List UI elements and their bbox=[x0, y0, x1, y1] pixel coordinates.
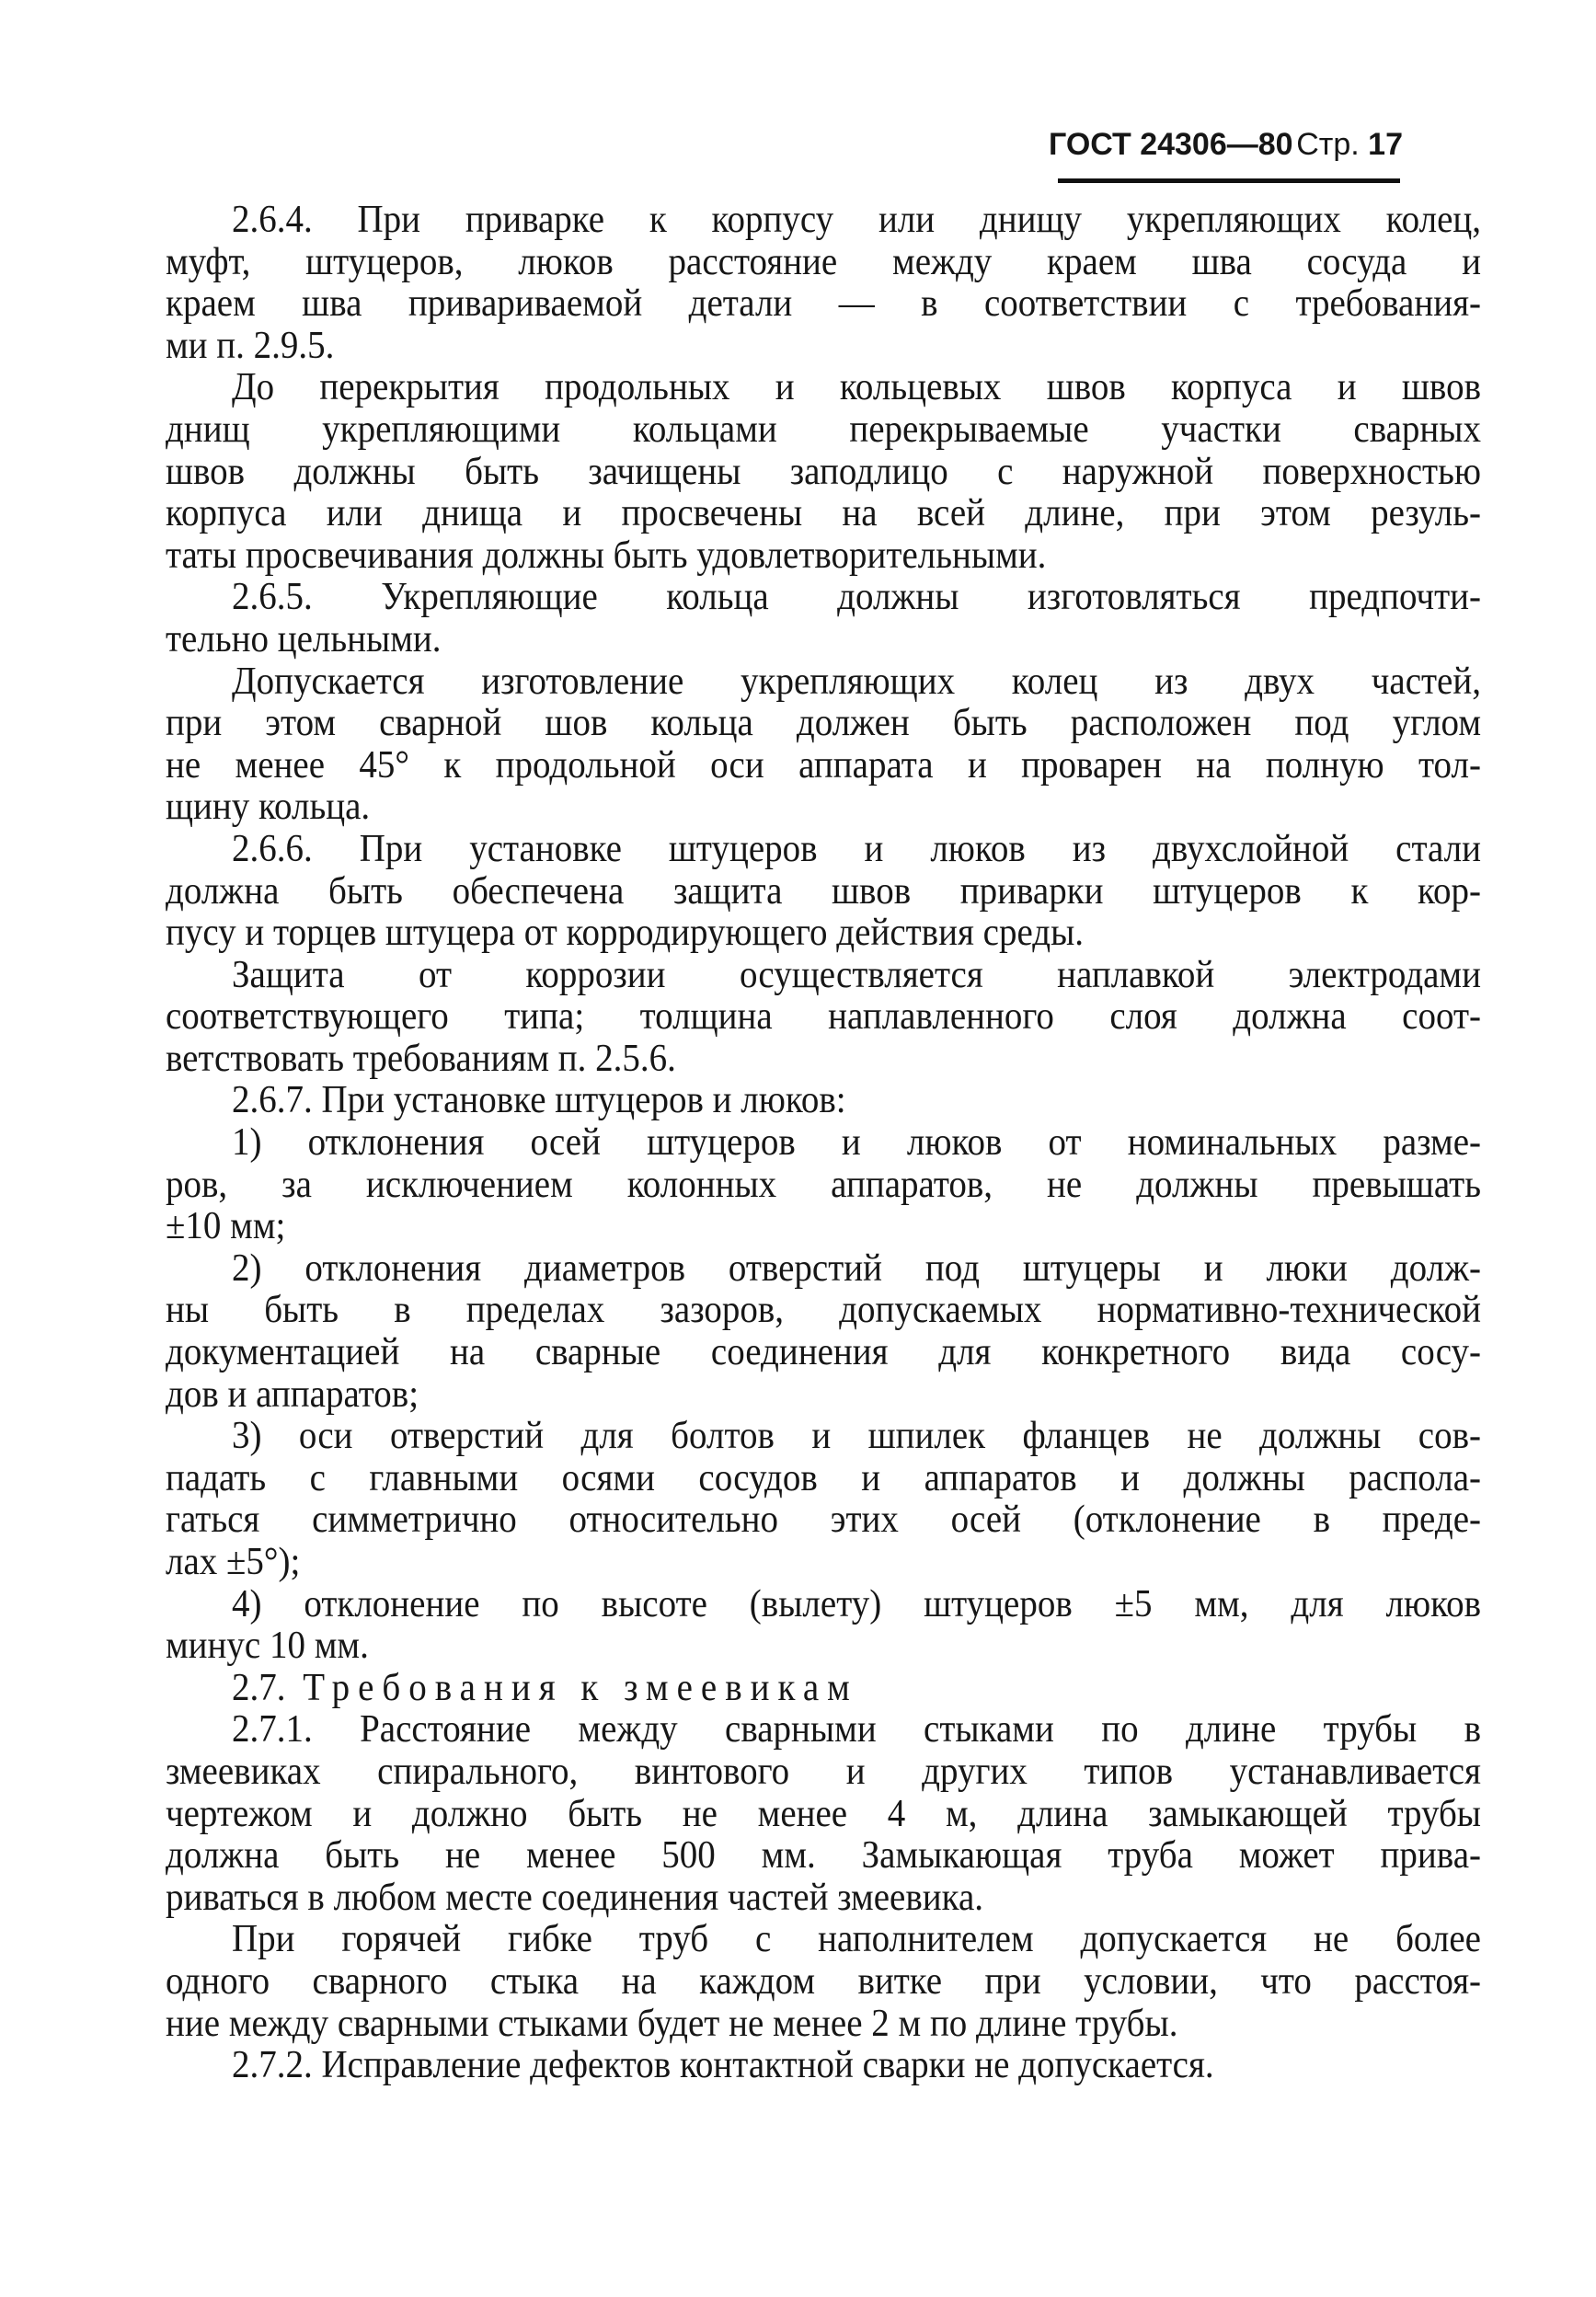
standard-number: ГОСТ 24306—80 bbox=[1049, 127, 1293, 162]
document-body bbox=[166, 199, 1481, 2086]
paragraph bbox=[166, 1121, 1481, 1247]
paragraph bbox=[166, 2044, 1481, 2086]
text-line: ветствовать требованиям п. 2.5.6. bbox=[166, 1037, 676, 1080]
paragraph bbox=[166, 1708, 1481, 1918]
paragraph bbox=[166, 1247, 1481, 1415]
text-line: при этом сварной шов кольца должен быть расположен под углом bbox=[166, 701, 1481, 744]
paragraph bbox=[166, 1918, 1481, 2044]
text-line: 2) отклонения диаметров отверстий под штуцеры и люки долж- bbox=[232, 1246, 1481, 1290]
section-heading bbox=[166, 1667, 1481, 1709]
page-header bbox=[1049, 127, 1403, 163]
text-line: 2.6.5. Укрепляющие кольца должны изготовляться предпочти- bbox=[232, 575, 1481, 619]
text-line: днищ укрепляющими кольцами перекрываемые участки сварных bbox=[166, 408, 1481, 451]
header-rule bbox=[1058, 178, 1400, 183]
text-line: дов и аппаратов; bbox=[166, 1372, 419, 1416]
text-line: 2.6.4. При приварке к корпусу или днищу укрепляющих колец, bbox=[232, 198, 1481, 241]
page-label: Стр. bbox=[1296, 127, 1360, 162]
paragraph bbox=[166, 199, 1481, 366]
text-line: риваться в любом месте соединения частей змеевика. bbox=[166, 1876, 984, 1919]
text-line: 1) отклонения осей штуцеров и люков от номинальных разме- bbox=[232, 1120, 1481, 1164]
text-line: падать с главными осями сосудов и аппаратов и должны распола- bbox=[166, 1456, 1481, 1499]
text-line: таты просвечивания должны быть удовлетворительными. bbox=[166, 534, 1047, 577]
text-line: чертежом и должно быть не менее 4 м, длина замыкающей трубы bbox=[166, 1791, 1481, 1835]
text-line bbox=[166, 1665, 1481, 1710]
text-line: ны быть в пределах зазоров, допускаемых нормативно-технической bbox=[166, 1288, 1481, 1332]
text-line: При горячей гибке труб с наполнителем допускается не более bbox=[232, 1917, 1481, 1961]
paragraph bbox=[166, 828, 1481, 954]
text-line: лах ±5°); bbox=[166, 1540, 301, 1583]
text-line: не менее 45° к продольной оси аппарата и проварен на полную тол- bbox=[166, 742, 1481, 787]
text-line: змеевиках спирального, винтового и других типов устанавливается bbox=[166, 1750, 1481, 1793]
paragraph bbox=[166, 1583, 1481, 1667]
paragraph bbox=[166, 576, 1481, 660]
text-line: ми п. 2.9.5. bbox=[166, 324, 335, 367]
text-line: тельно цельными. bbox=[166, 617, 442, 660]
text-line: 4) отклонение по высоте (вылету) штуцеров ±5 мм, для люков bbox=[232, 1581, 1481, 1625]
text-line: ров, за исключением колонных аппаратов, не должны превышать bbox=[166, 1162, 1481, 1206]
page-indicator bbox=[1296, 127, 1403, 163]
text-line: ±10 мм; bbox=[166, 1204, 286, 1247]
page-number: 17 bbox=[1368, 127, 1403, 162]
text-line: 2.6.6. При установке штуцеров и люков из двухслойной стали bbox=[232, 827, 1481, 870]
text-line: краем шва привариваемой детали — в соответствии с требования- bbox=[166, 281, 1481, 325]
paragraph bbox=[166, 954, 1481, 1080]
section-title: Требования к змеевикам bbox=[303, 1666, 858, 1709]
text-line: 3) оси отверстий для болтов и шпилек фланцев не должны сов- bbox=[232, 1414, 1481, 1457]
text-line: одного сварного стыка на каждом витке при условии, что расстоя- bbox=[166, 1959, 1481, 2003]
text-line: документацией на сварные соединения для конкретного вида сосу- bbox=[166, 1330, 1481, 1373]
text-line: гаться симметрично относительно этих осей (отклонение в преде- bbox=[166, 1498, 1481, 1542]
text-line: должна быть обеспечена защита швов приварки штуцеров к кор- bbox=[166, 868, 1481, 913]
text-line: швов должны быть зачищены заподлицо с наружной поверхностью bbox=[166, 449, 1481, 493]
text-line: ние между сварными стыками будет не менее 2 м по длине трубы. bbox=[166, 2001, 1178, 2045]
text-line: 2.7.2. Исправление дефектов контактной сварки не допускается. bbox=[232, 2043, 1214, 2086]
text-line: соответствующего типа; толщина наплавленного слоя должна соот- bbox=[166, 994, 1481, 1038]
paragraph bbox=[166, 660, 1481, 828]
text-line: До перекрытия продольных и кольцевых швов корпуса и швов bbox=[232, 365, 1481, 409]
text-line: пусу и торцев штуцера от корродирующего действия среды. bbox=[166, 911, 1085, 954]
text-line: минус 10 мм. bbox=[166, 1624, 369, 1667]
section-number: 2.7. bbox=[232, 1666, 286, 1709]
text-line: Защита от коррозии осуществляется наплавкой электродами bbox=[232, 952, 1481, 996]
text-line: 2.7.1. Расстояние между сварными стыками по длине трубы в bbox=[232, 1707, 1481, 1751]
text-line: должна быть не менее 500 мм. Замыкающая труба может прива- bbox=[166, 1833, 1481, 1877]
text-line: муфт, штуцеров, люков расстояние между краем шва сосуда и bbox=[166, 239, 1481, 283]
paragraph bbox=[166, 366, 1481, 576]
text-line: Допускается изготовление укрепляющих колец из двух частей, bbox=[232, 659, 1481, 703]
text-line: 2.6.7. При установке штуцеров и люков: bbox=[232, 1078, 846, 1122]
paragraph bbox=[166, 1079, 1481, 1121]
paragraph bbox=[166, 1415, 1481, 1582]
text-line: корпуса или днища и просвечены на всей длине, при этом резуль- bbox=[166, 491, 1481, 534]
text-line: щину кольца. bbox=[166, 785, 371, 829]
